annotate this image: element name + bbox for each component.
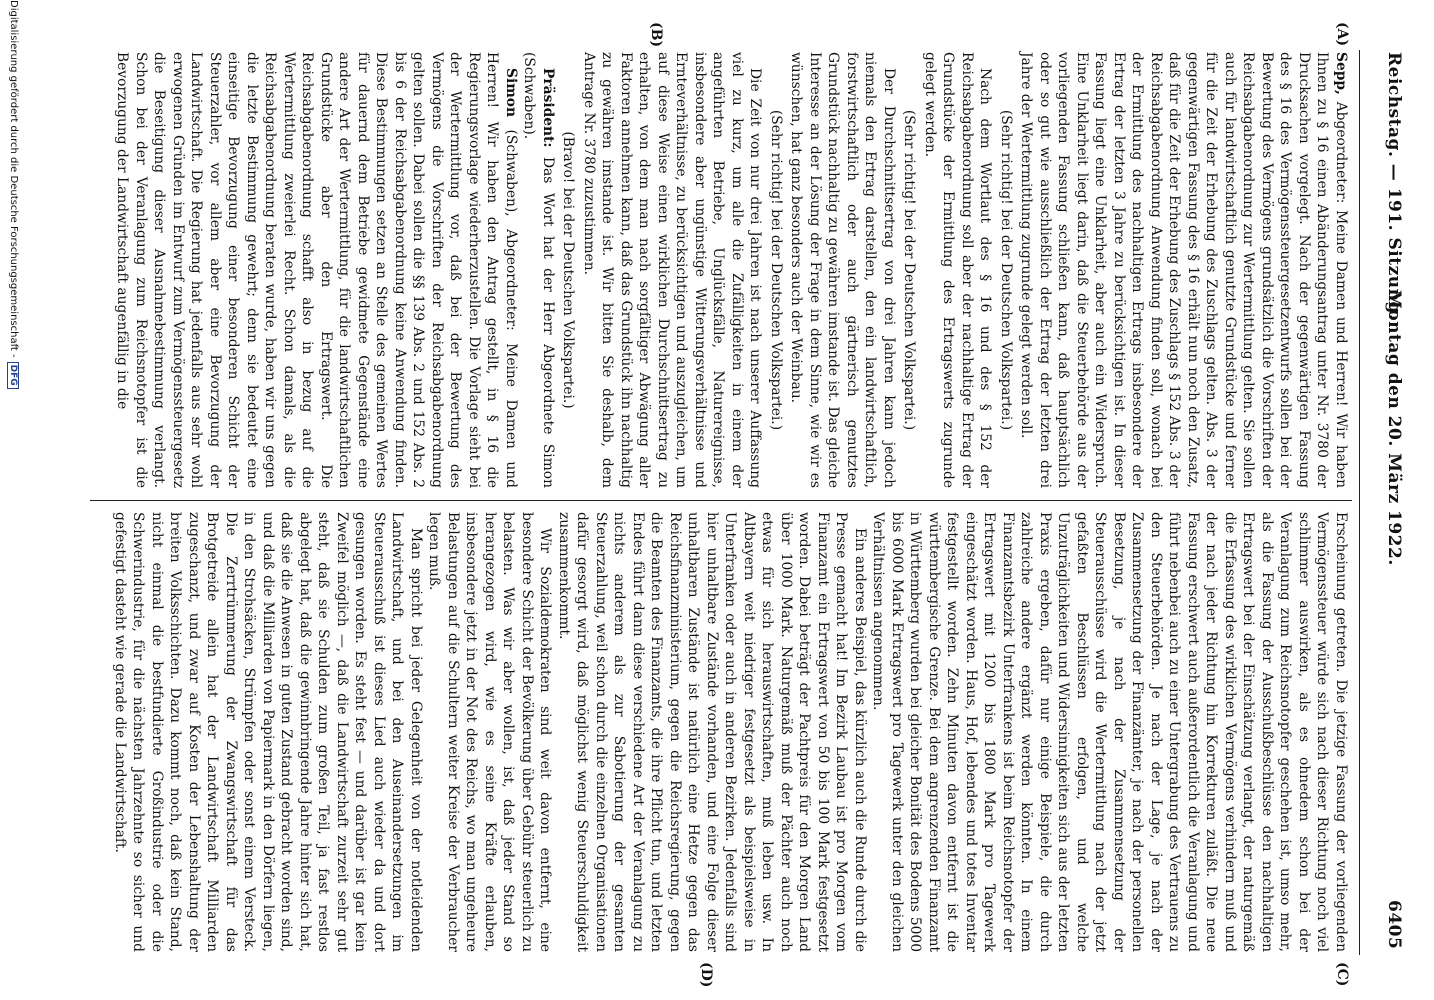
paragraph: Erscheinung getreten. Die jetzige Fassung der vorliegenden Vermögenssteuer würde sich nach dieser Richtung noch viel schlimmer auswirken, als es ohnedem schon bei der Veranlagung zum Reichsnotopfer geschehen ist, umso mehr, als die Fassung der Ausschußbeschlüsse den nachhaltigen Ertragswert bei der Einschätzung verlangt, der naturgemäß die Erfassung des wirklichen Vermögens verhindern muß und der nach jeder Richtung hin Korrekturen zuläßt. Die neue Fassung erschwert auch außerordentlich die Veranlagung und führt nebenbei auch zu einer Untergrabung des Vertrauens zu den Steuerbehörden. Je nach der Lage, je nach der Zusammensetzung der Finanzämter, je nach der personellen Besetzung, je nach der Zusammensetzung der Steuerausschüsse wird die Wertermittlung nach der jetzt gefaßten Beschlüssen erfolgen, und welche Unzuträglichkeiten und Widersinnigkeiten sich aus der letzten Praxis ergeben, dafür nur einige Beispiele, die durch zahlreiche andere ergänzt werden könnten. In einem Finanzamtsbezirk Unterfrankens ist beim Reichsnotopfer der Ertragswert mit 1200 bis 1800 Mark pro Tagewerk eingeschätzt worden. Haus, Hof, lebendes und totes Inventar festgestellt worden. Zehn Minuten davon entfernt ist die württembergische Grenze. Bei dem angrenzenden Finanzamt in Württemberg wurden bei gleicher Bonität des Bodens 5000 bis 6000 Mark Ertragswert pro Tagewerk unter den gleichen Verhältnissen angenommen. [870, 512, 1349, 952]
interjection: (Bravo! bei der Deutschen Volkspartei.) [560, 131, 577, 409]
paragraph: Wir Sozialdemokraten sind weit davon entfernt, eine besondere Schicht der Bevölkerung über Gebühr steuerlich zu belasten. Was wir aber wollen, ist, daß jeder Stand so herangezogen wird, wie es seine Kräfte erlauben, insbesondere jetzt in der Not des Reichs, wo man ungeheure Belastungen auf die Schultern weiter Kreise der Verbraucher legen muß. [426, 512, 554, 952]
interjection: (Sehr richtig! bei der Deutschen Volkspartei.) [901, 109, 918, 431]
paragraph [113, 52, 520, 488]
header-left: Reichstag. — 191. Sitzung. [1384, 52, 1404, 321]
margin-marker-c: (C) [1334, 962, 1350, 987]
margin-marker-a: (A) [1334, 22, 1350, 47]
paragraph: Ein anderes Beispiel, das kürzlich auch die Runde durch die Presse gemacht hat! Im Bezirk Laubau ist pro Morgen vom Finanzamt ein Ertragswert von 50 bis 100 Mark festgesetzt worden. Dabei beträgt der Pachtpreis für den Morgen Land über 1000 Mark. Naturgemäß muß der Pächter auch noch etwas für sich herauswirtschaften, muß leben usw. In Altbayern weit niedriger festgesetzt als beispielsweise in Unterfranken oder auch in anderen Bezirken. Jedenfalls sind hier unhaltbare Zustände vorhanden, und eine Folge dieser unhaltbaren Zustände ist natürlich eine Hetze gegen das Reichsfinanzministerium, gegen die Reichsregierung, gegen die Beamten des Finanzamts, die ihre Pflicht tun, und letzten Endes führt dann diese verschiedene Art der Veranlagung zu nichts anderem als zur Sabotierung der gesamten Steuerzahlung, weil schon durch die einzelnen Organisationen dafür gesorgt wird, daß möglichst wenig Steuerschuldigkeit zusammenkommt. [556, 512, 868, 952]
page-number: 6405 [1384, 900, 1404, 950]
paragraph: Der Durchschnittsertrag von drei Jahren kann jedoch niemals den Ertrag darstellen, den ein landwirtschaftlich, forstwirtschaftlich oder auch gärtnerisch genutztes Grundstück nachhaltig zu gewähren imstande ist. Das gleiche Interesse an der Lösung der Frage in dem Sinne, wie wir es wünschen, hat ganz besonders auch der Weinbau. [788, 52, 897, 488]
speaker-name: Sepp, [1333, 52, 1349, 95]
margin-marker-b: (B) [648, 22, 664, 48]
header-rule [1359, 50, 1360, 955]
right-column [111, 512, 1351, 952]
paragraph-text: (Schwaben), Abgeordneter: Meine Damen und Herren! Wir haben den Antrag gestellt, in § 16 die Regierungsvorlage wiederherzustellen. Die Vorlage sieht bei der Wertermittlung vor, daß bei der Bewertung des Vermögens die Vorschriften der Reichsabgabenordnung gelten sollen. Dabei sollen die §§ 139 Abs. 2 und 152 Abs. 2 bis 6 der Reichsabgabenordnung keine Anwendung finden. Diese Bestimmungen setzen an Stelle des gemeinen Wertes für dauernd dem Betriebe gewidmete Gegenstände eine andere Art der Wertermittlung, für die landwirtschaftlichen Grundstücke aber den Ertragswert. Die Reichsabgabenordnung schafft also in bezug auf die Wertermittlung zweierlei Recht. Schon damals, als die Reichsabgabenordnung beraten wurde, haben wir uns gegen die letzte Bestimmung gewehrt; denn sie bedeutet eine einseitige Bevorzugung einer besonderen Schicht der Steuerzahler, vor allem aber eine Bevorzugung der Landwirtschaft. Die Regierung hat jedenfalls aus sehr wohl erwogenen Gründen im Entwurf zum Vermögenssteuergesetz die Beseitigung dieser Ausnahmebestimmung verlangt. Schon bei der Veranlagung zum Reichsnotopfer ist die Bevorzugung der Landwirtschaft augenfällig in die [114, 52, 519, 488]
speaker-name: Simon [503, 68, 519, 118]
paragraph [520, 52, 557, 488]
interjection: (Sehr richtig! bei der Deutschen Volkspartei.) [768, 109, 784, 431]
paragraph-text: Das Wort hat der Herr Abgeordnete Simon (Schwaben). [521, 52, 556, 488]
dfg-logo: DFG [7, 362, 19, 389]
paragraph [1017, 52, 1350, 488]
paragraph: Man spricht bei jeder Gelegenheit von der notleidenden Landwirtschaft, und bei den Auseinandersetzungen im Steuerausschuß ist dieses Lied auch wieder da und dort gesungen worden. Es steht fest — und darüber ist gar kein Zweifel möglich —, daß die Landwirtschaft zurzeit sehr gut steht, daß sie Schulden zum großen Teil, ja fast restlos abgelegt hat, daß die gewinnbringende Jahre hinter sich hat, daß sie die Anwesen in guten Zustand gebracht worden sind, und daß die Milliarden von Papiermark in den Dörfern liegen, in den Strohsäcken, Strümpfen oder sonst einem Versteck. Die Zerrtrümmerung der Zwangswirtschaft für das Brotgetreide allein hat der Landwirtschaft Milliarden zugeschanzt, und zwar auf Kosten der Lebenshaltung der breiten Volksschichten. Dazu kommt noch, daß kein Stand, nicht einmal die bestfundierte Großindustrie oder die Schwerindustrie, für die nächsten Jahrzehnte so sicher und gefestigt dasteht wie gerade die Landwirtschaft. [112, 512, 424, 952]
left-column [113, 52, 1350, 488]
paragraph-text: Abgeordneter: Meine Damen und Herren! Wir haben Ihnen zu § 16 einen Abänderungsantrag unter Nr. 3780 der Drucksachen vorgelegt. Nach der gegenwärtigen Fassung des § 16 des Vermögenssteuergesetzentwurfs sollen bei der Bewertung des Vermögens grundsätzlich die Vorschriften der Reichsabgabenordnung zur Wertermittlung gelten. Sie sollen auch für landwirtschaftlich genutzte Grundstücke und ferner für die Zeit der Erhebung des Zuschlags gelten. Abs. 3 der gegenwärtigen Fassung des § 16 erhält nun noch den Zusatz, daß für die Zeit der Erhebung des Zuschlags § 152 Abs. 3 der Reichsabgabenordnung Anwendung finden soll, wonach bei der Ermittlung des nachhaltigen Ertrags insbesondere der Ertrag der letzten 3 Jahre zu berücksichtigen ist. In dieser Fassung liegt eine Unklarheit, aber auch ein Widerspruch. Eine Unklarheit liegt darin, daß die Steuerbehörde aus der vorliegenden Fassung schließen kann, daß hauptsächlich oder so gut wie ausschließlich der Ertrag der letzten drei Jahre der Wertermittlung zugrunde gelegt werden soll. [1018, 52, 1349, 489]
footer-credit [7, 0, 19, 1000]
speaker-name: Präsident: [540, 68, 556, 148]
footer-text: Digitalisierung gefördert durch die Deutsche Forschungsgemeinschaft - [8, 0, 19, 358]
header-date: Montag den 20. März 1922. [1384, 290, 1404, 566]
paragraph: Nach dem Wortlaut des § 16 und des § 152 der Reichsabgabenordnung soll aber der nachhaltige Ertrag der Grundstücke der Ermittlung des Ertragswerts zugrunde gelegt werden. [922, 52, 994, 488]
column-divider [90, 500, 1352, 501]
interjection: (Sehr richtig! bei der Deutschen Volkspartei.) [998, 109, 1014, 431]
paragraph: Die Zeit von nur drei Jahren ist nach unserer Auffassung viel zu kurz, um alle die Zufälligkeiten in einem der angeführten Betriebe, Unglücksfälle, Naturereignisse, insbesondere aber ungünstige Witterungsverhältnisse und Ernteverhältnisse, zu berücksichtigen und auszugleichen, um auf diese Weise einen wirklichen Durchschnittsertrag zu erhalten, von dem man nach sorgfältiger Abwägung aller Faktoren annehmen kann, daß das Grundstück ihn nachhaltig zu gewähren imstande ist. Wir bitten Sie deshalb, dem Antrage Nr. 3780 zuzustimmen. [581, 52, 764, 488]
margin-marker-d: (D) [698, 962, 714, 988]
